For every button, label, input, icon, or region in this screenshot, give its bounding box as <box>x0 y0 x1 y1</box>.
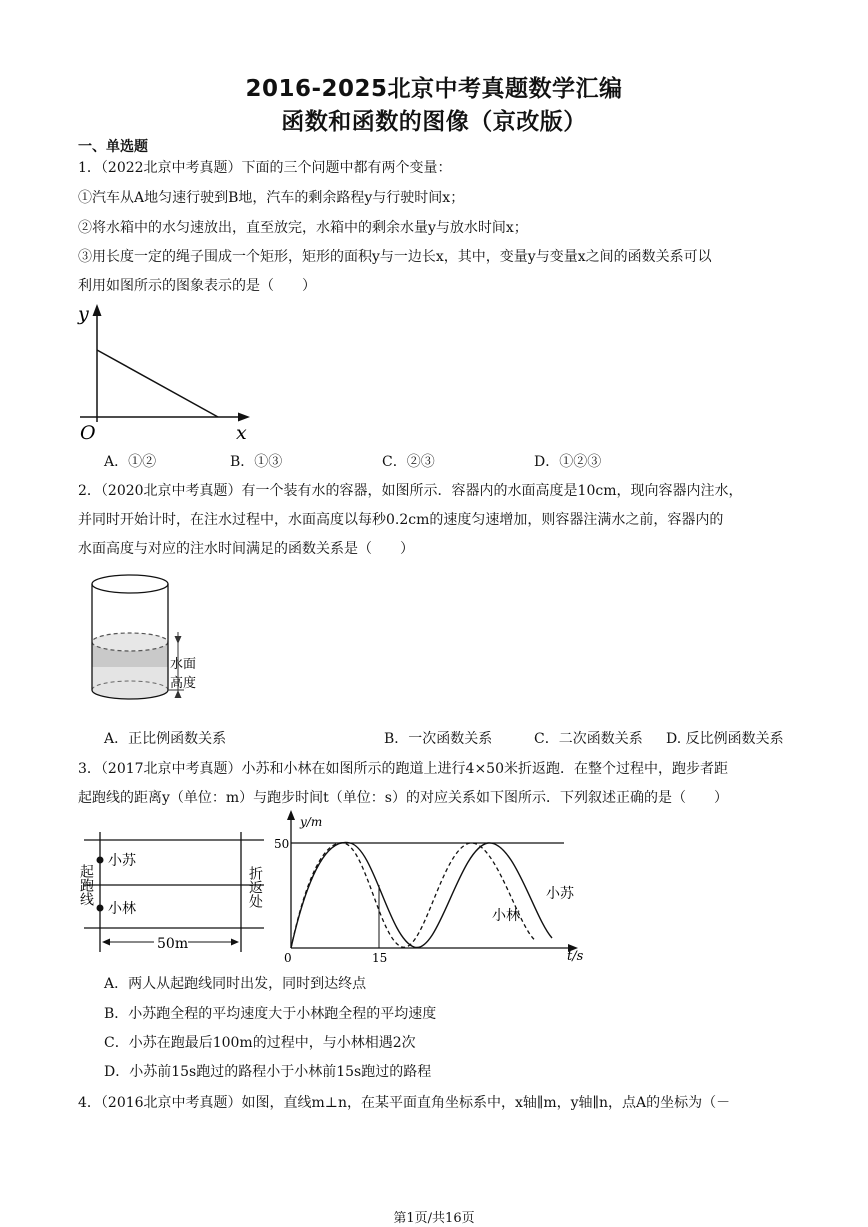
q1-option-d: D．①②③ <box>534 454 602 470</box>
length-arrow-left <box>102 939 110 946</box>
chart-x-tick-15: 15 <box>372 951 388 965</box>
q2-option-b: B．一次函数关系 <box>384 731 493 747</box>
curve-lin-label: 小林 <box>492 908 520 924</box>
q3-line1: 3．（2017北京中考真题）小苏和小林在如图所示的跑道上进行4×50米折返跑．在整个过程中，跑步者距 <box>78 761 728 777</box>
chart-origin-label: 0 <box>284 951 292 965</box>
distance-time-chart <box>274 808 604 968</box>
water-surface <box>92 633 168 651</box>
decreasing-line <box>97 350 218 417</box>
q3-option-d: D．小苏前15s跑过的路程小于小林前15s跑过的路程 <box>104 1064 432 1080</box>
length-label: 50m <box>157 936 189 952</box>
chart-y-axis-label: y/m <box>300 815 323 829</box>
q1-item3b: 利用如图所示的图象表示的是（ ） <box>78 278 316 294</box>
q3-option-c: C．小苏在跑最后100m的过程中，与小林相遇2次 <box>104 1035 416 1051</box>
page-title: 2016-2025北京中考真题数学汇编 <box>245 76 623 102</box>
q1-item3a: ③用长度一定的绳子围成一个矩形，矩形的面积y与一边长x，其中，变量y与变量x之间的函数关系可以 <box>78 249 712 265</box>
section-heading: 一、单选题 <box>78 139 148 155</box>
q2-option-c: C．二次函数关系 <box>534 731 643 747</box>
chart-x-axis-label: t/s <box>567 949 584 964</box>
q2-line1: 2．（2020北京中考真题）有一个装有水的容器，如图所示．容器内的水面高度是10cm，现向容器内注水， <box>78 483 743 499</box>
q3-line2: 起跑线的距离y（单位：m）与跑步时间t（单位：s）的对应关系如下图所示．下列叙述正确的是（ ） <box>78 790 728 806</box>
dimension-arrow-top <box>175 636 182 644</box>
x-axis-arrow <box>238 413 250 422</box>
water-lower <box>92 667 168 699</box>
runner-lin-dot <box>97 905 104 912</box>
q2-option-a: A．正比例函数关系 <box>104 731 227 747</box>
page-footer: 第1页/共16页 <box>393 1211 475 1226</box>
q4-line1: 4．（2016北京中考真题）如图，直线m⊥n，在某平面直角坐标系中，x轴∥m，y轴∥n，点A的坐标为（－ <box>78 1095 731 1111</box>
q1-option-c: C．②③ <box>382 454 435 470</box>
x-label: x <box>236 422 247 444</box>
page-subtitle: 函数和函数的图像（京改版） <box>281 109 587 135</box>
q2-option-d: D. 反比例函数关系 <box>666 731 784 747</box>
y-label: y <box>78 303 89 325</box>
origin-label: O <box>80 422 96 444</box>
chart-y-tick-50: 50 <box>274 837 290 851</box>
lane-label-lin: 小林 <box>108 901 136 917</box>
curve-su-label: 小苏 <box>546 886 574 902</box>
start-line-label: 起跑线 <box>78 864 94 906</box>
q1-option-b: B．①③ <box>230 454 283 470</box>
water-height-label-1: 水面 <box>170 657 197 672</box>
track-figure <box>76 830 272 960</box>
curve-su <box>291 842 552 948</box>
y-axis-arrow <box>93 304 102 316</box>
q2-line3: 水面高度与对应的注水时间满足的函数关系是（ ） <box>78 541 414 557</box>
lane-label-su: 小苏 <box>108 853 136 869</box>
length-arrow-right <box>231 939 239 946</box>
container-figure <box>84 570 224 720</box>
q1-item1: ①汽车从A地匀速行驶到B地，汽车的剩余路程y与行驶时间x； <box>78 190 465 206</box>
runner-su-dot <box>97 857 104 864</box>
water-height-label-2: 高度 <box>170 676 197 691</box>
curve-lin <box>291 843 536 948</box>
q3-option-b: B．小苏跑全程的平均速度大于小林跑全程的平均速度 <box>104 1006 437 1022</box>
turn-point-label: 折返处 <box>247 866 263 908</box>
container-rim <box>92 575 168 593</box>
q2-line2: 并同时开始计时，在注水过程中，水面高度以每秒0.2cm的速度匀速增加，则容器注满水之前，容器内的 <box>78 512 724 528</box>
dimension-arrow-bottom <box>175 690 182 698</box>
q1-option-a: A．①② <box>104 454 157 470</box>
q1-graph <box>74 300 264 445</box>
q3-option-a: A．两人从起跑线同时出发，同时到达终点 <box>104 976 367 992</box>
chart-y-arrow <box>287 810 295 820</box>
q1-item2: ②将水箱中的水匀速放出，直至放完，水箱中的剩余水量y与放水时间x； <box>78 220 528 236</box>
q1-stem: 1．（2022北京中考真题）下面的三个问题中都有两个变量： <box>78 160 452 176</box>
